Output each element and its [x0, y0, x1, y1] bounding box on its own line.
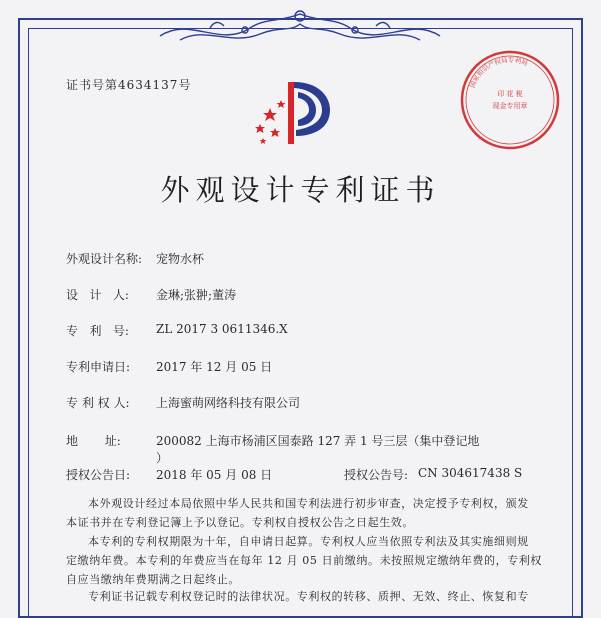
body-paragraph-2	[66, 532, 546, 589]
patent-number-label: 专 利 号:	[66, 324, 129, 338]
body-p2-line3: 自应当缴纳年费期满之日起终止。	[66, 573, 240, 586]
seal-inner-text-2: 现金专用章	[492, 102, 528, 110]
body-p1-line2: 本证书并在专利登记簿上予以登记。专利权自授权公告之日起生效。	[66, 516, 414, 529]
filing-date-label: 专利申请日:	[66, 360, 131, 374]
certificate-number: 证书号第4634137号	[66, 78, 192, 92]
patentee-label: 专 利 权 人:	[66, 396, 130, 410]
design-name-value: 宠物水杯	[156, 252, 205, 266]
grant-date-value: 2018 年 05 月 08 日	[156, 468, 273, 482]
grant-number-label: 授权公告号:	[344, 468, 409, 482]
official-red-seal	[458, 48, 562, 152]
ornament-decoration	[150, 6, 450, 54]
filing-date-value: 2017 年 12 月 05 日	[156, 360, 273, 374]
patent-number-value: ZL 2017 3 0611346.X	[156, 322, 288, 336]
grant-number-value: CN 304617438 S	[418, 466, 523, 480]
certificate-title: 外观设计专利证书	[160, 173, 441, 207]
seal-outer-text: 国家知识产权局专利局	[468, 55, 529, 89]
grant-date-label: 授权公告日:	[66, 468, 131, 482]
address-label: 地 址:	[66, 434, 121, 448]
patent-office-logo	[248, 78, 334, 146]
patentee-value: 上海蜜萌网络科技有限公司	[156, 396, 301, 410]
designer-value: 金琳;张翀;董涛	[156, 288, 237, 302]
design-name-label: 外观设计名称:	[66, 252, 143, 266]
body-p2-line1: 本专利的专利权期限为十年，自申请日起算。专利权人应当依照专利法及其实施细则规	[88, 535, 529, 548]
designer-label: 设 计 人:	[66, 288, 129, 302]
body-paragraph-3	[66, 587, 546, 606]
body-p1-line1: 本外观设计经过本局依照中华人民共和国专利法进行初步审查，决定授予专利权，颁发	[88, 497, 529, 510]
address-value-line1: 200082 上海市杨浦区国泰路 127 弄 1 号三层（集中登记地	[156, 434, 480, 448]
seal-inner-text-1: 印 花 税	[497, 90, 523, 98]
body-p2-line2: 定缴纳年费。本专利的年费应当在每年 12 月 05 日前缴纳。未按照规定缴纳年费的，专利权	[66, 554, 542, 567]
body-paragraph-1	[66, 494, 546, 532]
address-value-line2: ）	[156, 451, 169, 465]
body-p3-line1: 专利证书记载专利权登记时的法律状况。专利权的转移、质押、无效、终止、恢复和专	[88, 590, 529, 603]
